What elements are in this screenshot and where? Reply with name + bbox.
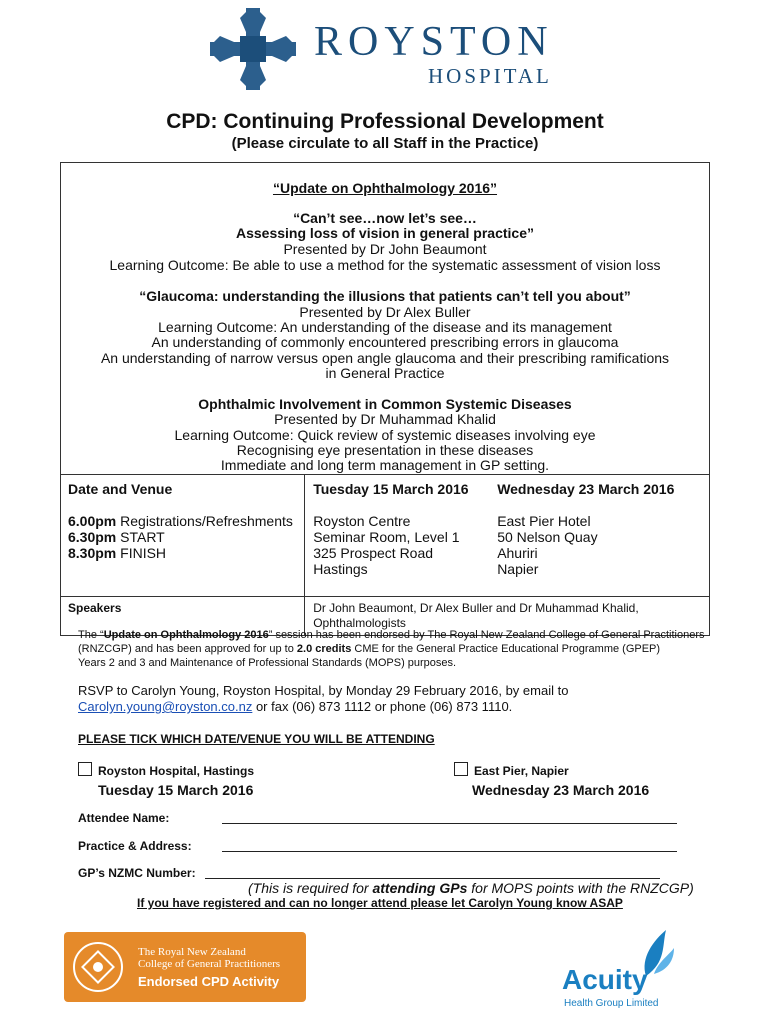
talk1-title-line1: “Can’t see…now let’s see… xyxy=(293,210,477,226)
venue-line: Seminar Room, Level 1 xyxy=(313,529,460,545)
rsvp-line1: RSVP to Carolyn Young, Royston Hospital, by Monday 29 February 2016, by email to xyxy=(78,683,569,698)
logo-subtitle: HOSPITAL xyxy=(428,64,552,88)
schedule-cell xyxy=(61,475,305,597)
venue-line: East Pier Hotel xyxy=(497,513,591,529)
hastings-checkbox[interactable] xyxy=(78,762,92,776)
talk1-outcome: Learning Outcome: Be able to use a method for the systematic assessment of vision loss xyxy=(109,257,661,273)
practice-label: Practice & Address: xyxy=(78,839,192,853)
mops-note: (This is required for attending GPs for MOPS points with the RNZCGP) xyxy=(248,880,694,896)
venue-line: Ahuriri xyxy=(497,545,538,561)
event-title: “Update on Ophthalmology 2016” xyxy=(272,180,498,196)
nzmc-label: GP’s NZMC Number: xyxy=(78,866,196,880)
rnzcgp-endorsed-badge xyxy=(64,932,306,1002)
cancel-note: If you have registered and can no longer attend please let Carolyn Young know ASAP xyxy=(137,896,623,910)
speakers-line1: Dr John Beaumont, Dr Alex Buller and Dr Muhammad Khalid, xyxy=(313,601,639,615)
schedule-row: 8.30pm FINISH xyxy=(68,545,167,561)
talk2-title: “Glaucoma: understanding the illusions that patients can’t tell you about” xyxy=(139,288,631,304)
date-venue-label: Date and Venue xyxy=(68,481,173,497)
logo-name: ROYSTON xyxy=(314,19,554,65)
venue-line: Napier xyxy=(497,561,539,577)
schedule-row: 6.30pm START xyxy=(68,529,165,545)
programme-box xyxy=(60,162,710,475)
venue-line: Hastings xyxy=(313,561,368,577)
page-subtitle: (Please circulate to all Staff in the Practice) xyxy=(231,135,539,152)
acuity-name: Acuity xyxy=(562,964,648,995)
venue-line: Royston Centre xyxy=(313,513,411,529)
practice-address-field[interactable] xyxy=(222,851,677,852)
option-napier[interactable] xyxy=(454,762,569,778)
venue-napier xyxy=(497,481,697,577)
date-tuesday: Tuesday 15 March 2016 xyxy=(313,481,469,497)
rsvp-paragraph: RSVP to Carolyn Young, Royston Hospital, by Monday 29 February 2016, by email to Carolyn.young@royston.co.nz or fax (06) 873 1112 or phone (06) 873 1110. xyxy=(78,683,718,715)
endorsement-paragraph: The “Update on Ophthalmology 2016” session has been endorsed by The Royal New Zealand College of General Practitioners (RNZCGP) and has been approved for up to 2.0 credits CME for the General Practice Educational Programme (GPEP) Years 2 and 3 and Maintenance of Professional Standards (MOPS) purposes. xyxy=(78,629,705,669)
napier-checkbox[interactable] xyxy=(454,762,468,776)
option-napier-label: East Pier, Napier xyxy=(474,764,569,778)
tick-heading: PLEASE TICK WHICH DATE/VENUE YOU WILL BE ATTENDING xyxy=(78,732,435,746)
schedule-row: 6.00pm Registrations/Refreshments xyxy=(68,513,293,529)
venue-hastings xyxy=(313,481,497,577)
college-crest-icon xyxy=(72,940,124,994)
talk2-outcome3: An understanding of narrow versus open angle glaucoma and their prescribing ramifications xyxy=(100,350,670,366)
option-napier-date: Wednesday 23 March 2016 xyxy=(472,782,650,798)
option-hastings-date: Tuesday 15 March 2016 xyxy=(98,782,254,798)
talk3-presenter: Presented by Dr Muhammad Khalid xyxy=(274,411,496,427)
badge-line3: Endorsed CPD Activity xyxy=(138,974,280,989)
venue-table xyxy=(60,474,710,636)
option-hastings[interactable] xyxy=(78,762,254,778)
venue-line: 50 Nelson Quay xyxy=(497,529,598,545)
talk2-outcome4: in General Practice xyxy=(325,365,445,381)
venues-cell xyxy=(305,475,710,597)
attendee-label: Attendee Name: xyxy=(78,811,170,825)
talk2-outcome2: An understanding of commonly encountered prescribing errors in glaucoma xyxy=(151,334,619,350)
talk2-outcome1: Learning Outcome: An understanding of the disease and its management xyxy=(158,319,612,335)
date-wednesday: Wednesday 23 March 2016 xyxy=(497,481,675,497)
speakers-line2: Ophthalmologists xyxy=(313,616,406,630)
speakers-label: Speakers xyxy=(68,601,122,615)
talk3-title: Ophthalmic Involvement in Common Systemic Diseases xyxy=(198,396,572,412)
talk3-outcome1: Learning Outcome: Quick review of systemic diseases involving eye xyxy=(174,427,596,443)
talk1-presenter: Presented by Dr John Beaumont xyxy=(283,241,487,257)
page-title: CPD: Continuing Professional Development xyxy=(166,110,604,133)
talk2-presenter: Presented by Dr Alex Buller xyxy=(299,304,471,320)
attendee-name-field[interactable] xyxy=(222,823,677,824)
cross-emblem-icon xyxy=(210,8,296,90)
option-hastings-label: Royston Hospital, Hastings xyxy=(98,764,255,778)
rsvp-email-link[interactable]: Carolyn.young@royston.co.nz xyxy=(78,699,253,714)
acuity-subtitle: Health Group Limited xyxy=(564,998,659,1009)
royston-logo xyxy=(210,8,590,90)
badge-line2: College of General Practitioners xyxy=(138,958,281,970)
venue-line: 325 Prospect Road xyxy=(313,545,434,561)
acuity-logo xyxy=(556,928,686,1012)
badge-line1: The Royal New Zealand xyxy=(138,946,246,958)
talk3-outcome2: Recognising eye presentation in these diseases xyxy=(236,442,534,458)
talk3-outcome3: Immediate and long term management in GP setting. xyxy=(220,457,550,473)
nzmc-number-field[interactable] xyxy=(205,878,660,879)
talk1-title-line2: Assessing loss of vision in general practice” xyxy=(236,225,534,241)
